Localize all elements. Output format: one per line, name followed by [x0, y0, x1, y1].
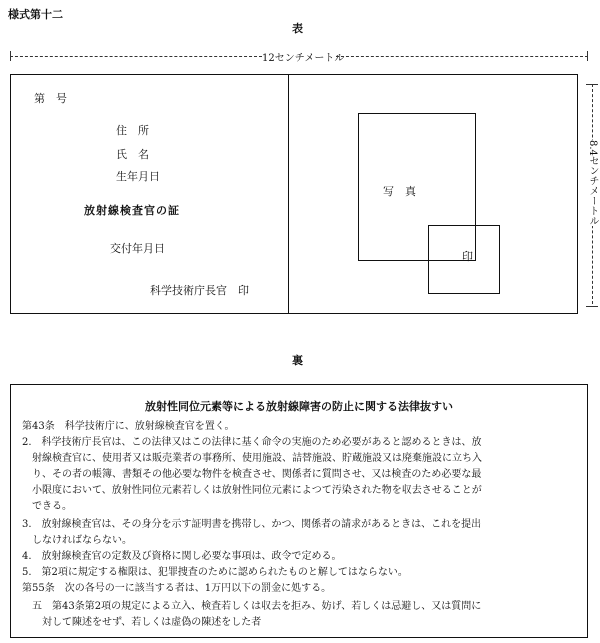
seal-label: 印: [462, 250, 473, 263]
front-side-title: 表: [292, 22, 304, 35]
height-dimension-label: 8.4センチメートル: [584, 140, 598, 226]
law-line: 第43条 科学技術庁に、放射線検査官を置く。: [22, 421, 235, 432]
card-divider: [288, 74, 289, 314]
law-line: 第55条 次の各号の一に該当する者は、1万円以下の罰金に処する。: [22, 583, 332, 594]
law-excerpt-heading: 放射性同位元素等による放射線障害の防止に関する法律抜すい: [145, 400, 453, 413]
birth-date-label: 生年月日: [116, 170, 160, 183]
dimension-line-left: [10, 56, 262, 57]
number-label: 第 号: [34, 92, 67, 105]
law-line: しなければならない。: [22, 535, 132, 546]
form-number: 様式第十二: [8, 8, 63, 21]
dimension-line-right: [336, 56, 588, 57]
law-line: 4. 放射線検査官の定数及び資格に関し必要な事項は、政令で定める。: [22, 551, 342, 562]
issue-date-label: 交付年月日: [110, 242, 165, 255]
law-line: 5. 第2項に規定する権限は、犯罪捜査のために認められたものと解してはならない。: [22, 567, 408, 578]
law-line: 小限度において、放射性同位元素若しくは放射性同位元素によつて汚染された物を収去させることが: [22, 485, 482, 496]
law-line: 対して陳述をせず、若しくは虚偽の陳述をした者: [22, 617, 262, 628]
law-line: 2. 科学技術庁長官は、この法律又はこの法律に基く命令の実施のため必要があると認めるときは、放: [22, 437, 482, 448]
law-line: り、その者の帳簿、書類その他必要な物件を検査させ、関係者に質問させ、又は検査のため必要な最: [22, 469, 482, 480]
name-label: 氏 名: [116, 148, 149, 161]
certificate-title: 放射線検査官の証: [84, 204, 180, 217]
law-line: できる。: [22, 501, 72, 512]
law-line: 射線検査官に、使用者又は販売業者の事務所、使用施設、詰替施設、貯蔵施設又は廃棄施設に立ち入: [22, 453, 482, 464]
photo-label-text: 写 真: [383, 185, 416, 198]
law-line: 3. 放射線検査官は、その身分を示す証明書を携帯し、かつ、関係者の請求があるときは、これを提出: [22, 519, 482, 530]
width-dimension-label: 12センチメートル: [262, 53, 345, 64]
address-label: 住 所: [116, 124, 149, 137]
back-side-title: 裏: [292, 354, 304, 367]
law-line: 五 第43条第2項の規定による立入、検査若しくは収去を拒み、妨げ、若しくは忌避し、又は質問に: [22, 601, 482, 612]
issuer-label: 科学技術庁長官 印: [150, 284, 249, 297]
photo-label: [383, 183, 453, 199]
vertical-dimension-tick-bottom: [586, 306, 598, 307]
dimension-tick-right: [587, 51, 588, 61]
